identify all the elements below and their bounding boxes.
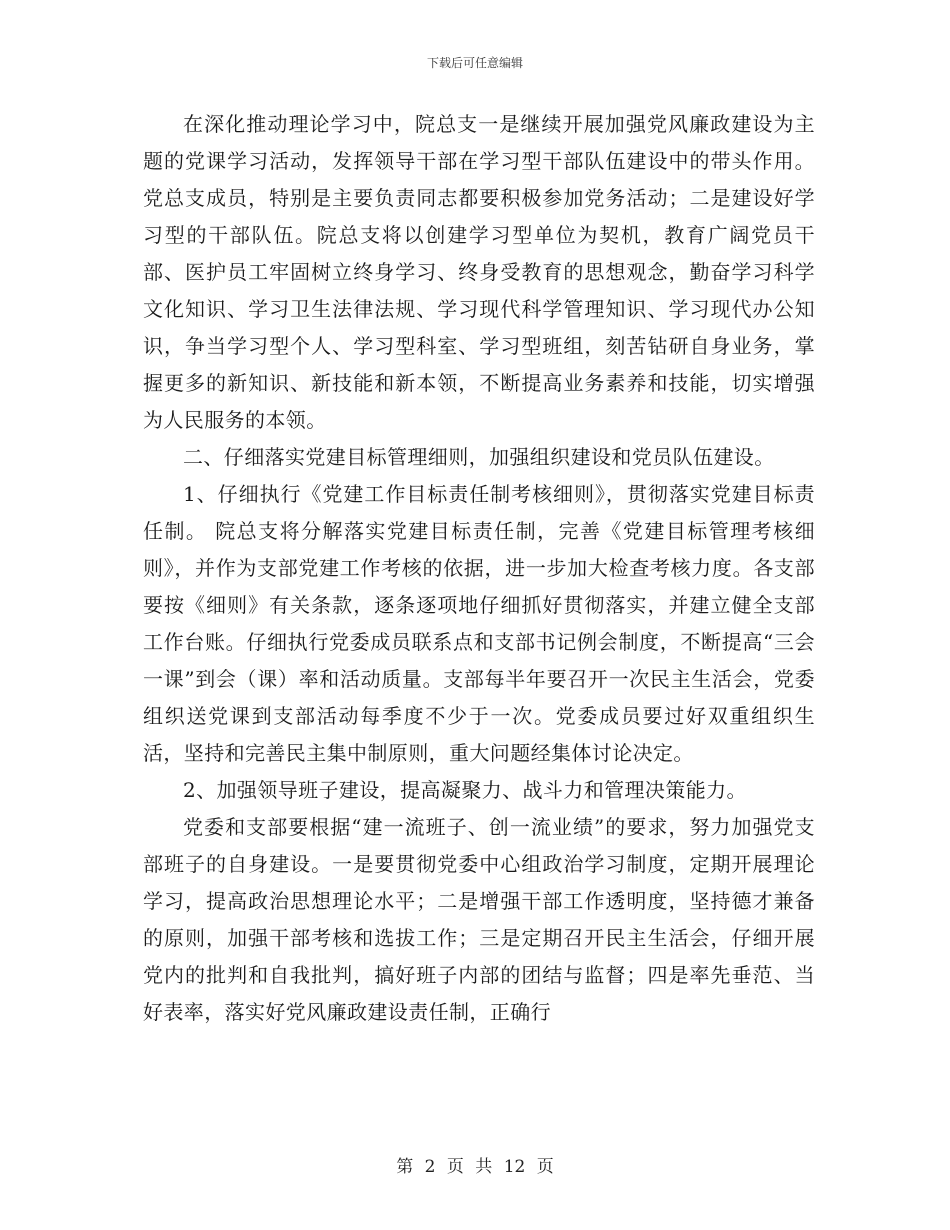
document-body <box>143 106 815 1031</box>
page-number-footer: 第 2 页 共 12 页 <box>396 1157 554 1177</box>
paragraph-target-responsibility: 1、仔细执行《党建工作目标责任制考核细则》，贯彻落实党建目标责任制。 院总支将分解落实党建目标责任制，完善《党建目标管理考核细则》，并作为支部党建工作考核的依据，进一步加大检查考核力度。各支部要按《细则》有关条款，逐条逐项地仔细抓好贯彻落实，并建立健全支部工作台账。仔细执行党委成员联系点和支部书记例会制度，不断提高“三会一课”到会（课）率和活动质量。支部每半年要召开一次民主生活会，党委组织送党课到支部活动每季度不少于一次。党委成员要过好双重组织生活，坚持和完善民主集中制原则，重大问题经集体讨论决定。 <box>143 482 815 765</box>
paragraph-theory-study: 在深化推动理论学习中，院总支一是继续开展加强党风廉政建设为主题的党课学习活动，发挥领导干部在学习型干部队伍建设中的带头作用。党总支成员，特别是主要负责同志都要积极参加党务活动；二是建设好学习型的干部队伍。院总支将以创建学习型单位为契机，教育广阔党员干部、医护员工牢固树立终身学习、终身受教育的思想观念，勤奋学习科学文化知识、学习卫生法律法规、学习现代科学管理知识、学习现代办公知识，争当学习型个人、学习型科室、学习型班组，刻苦钻研自身业务，掌握更多的新知识、新技能和新本领，不断提高业务素养和技能，切实增强为人民服务的本领。 <box>143 112 815 432</box>
section-heading-party-building: 二、仔细落实党建目标管理细则，加强组织建设和党员队伍建设。 <box>183 445 775 469</box>
subheading-leadership-team: 2、加强领导班子建设，提高凝聚力、战斗力和管理决策能力。 <box>183 778 747 802</box>
paragraph-leadership-team: 党委和支部要根据“建一流班子、创一流业绩”的要求，努力加强党支部班子的自身建设。一是要贯彻党委中心组政治学习制度，定期开展理论学习，提高政治思想理论水平；二是增强干部工作透明度，坚持德才兼备的原则，加强干部考核和选拔工作；三是定期召开民主生活会，仔细开展党内的批判和自我批判，搞好班子内部的团结与监督；四是率先垂范、当好表率，落实好党风廉政建设责任制，正确行 <box>143 815 815 1024</box>
page-header-note: 下载后可任意编辑 <box>426 56 523 70</box>
